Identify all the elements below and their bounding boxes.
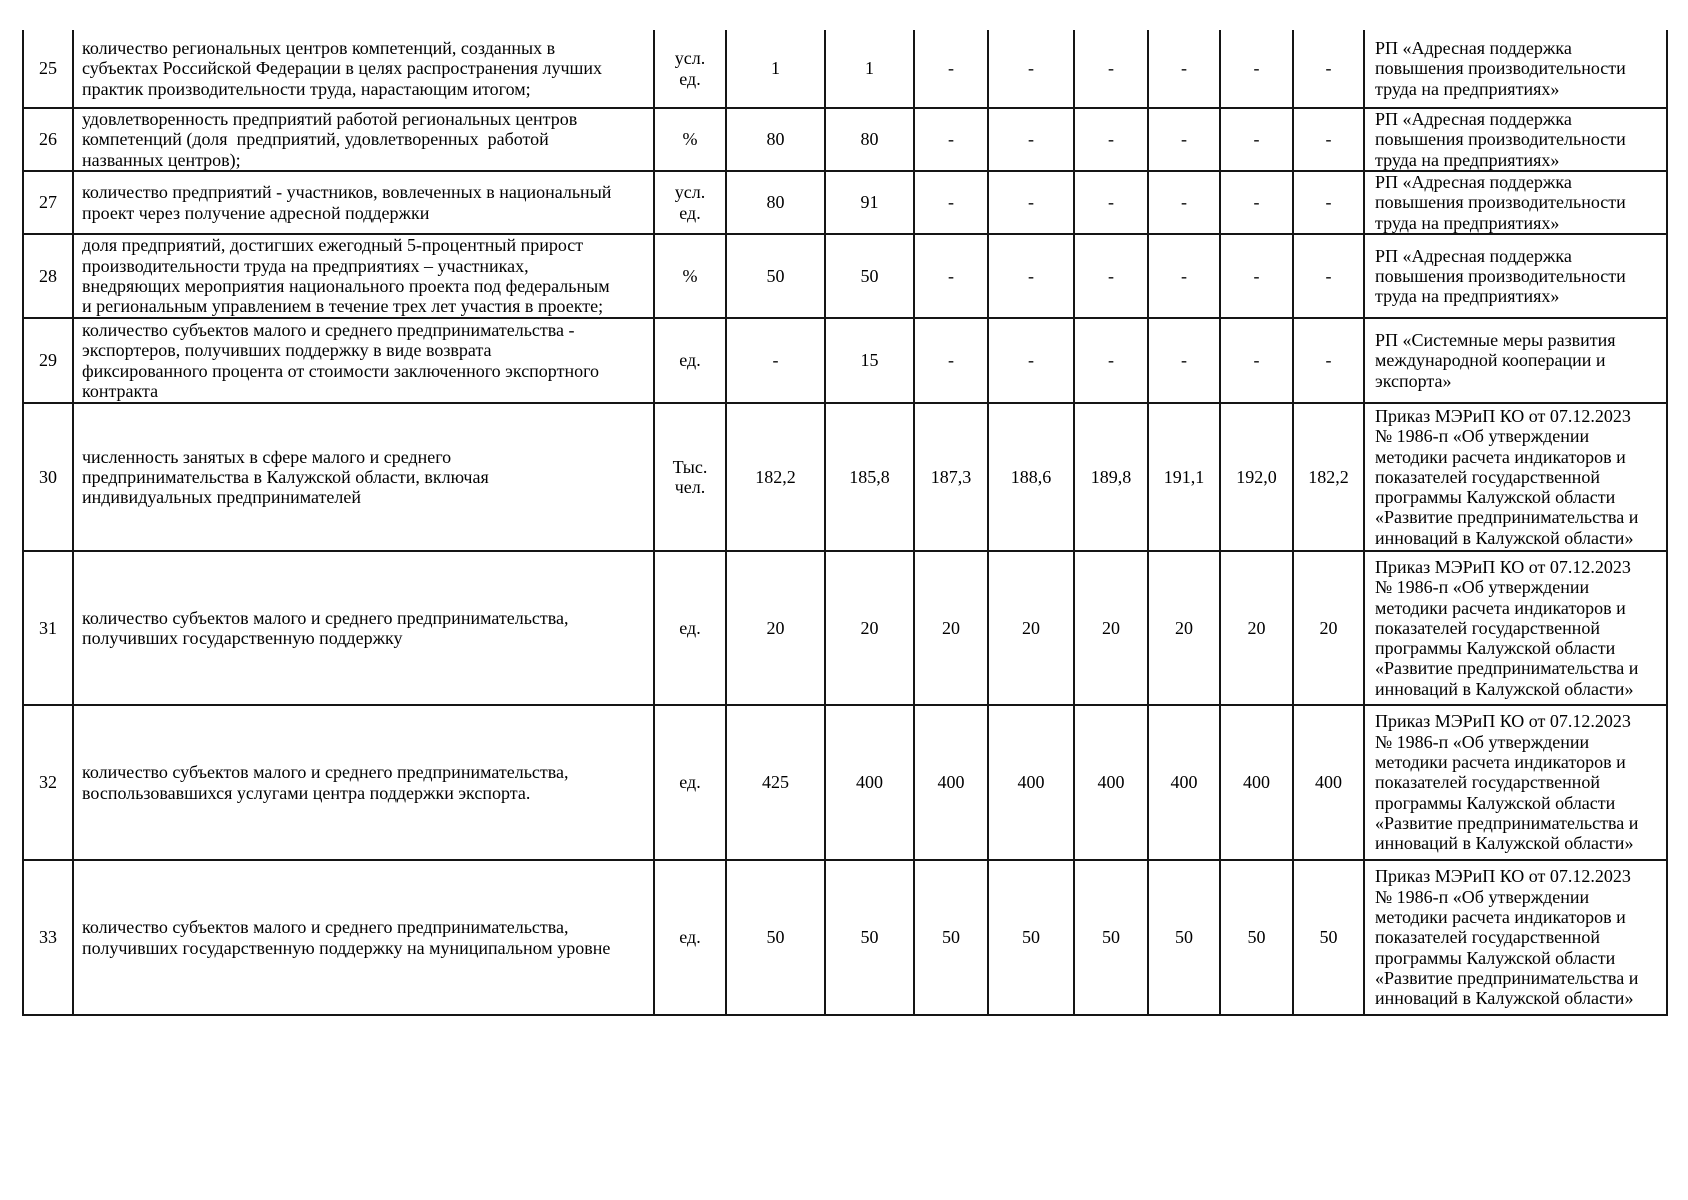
unit-of-measure: ед.: [654, 705, 726, 860]
value-col-2: 1: [825, 30, 914, 108]
value-col-5: 50: [1074, 860, 1148, 1015]
indicator-description: численность занятых в сфере малого и среднего предпринимательства в Калужской области, включая индивидуальных предпринимателей: [73, 403, 654, 551]
value-col-4: -: [988, 108, 1074, 171]
row-number: 25: [23, 30, 73, 108]
value-col-1: 50: [726, 234, 825, 318]
indicator-description: количество субъектов малого и среднего предпринимательства, воспользовавшихся услугами центра поддержки экспорта.: [73, 705, 654, 860]
source-document: РП «Адресная поддержка повышения производительности труда на предприятиях»: [1364, 30, 1667, 108]
value-col-8: 182,2: [1293, 403, 1364, 551]
value-col-6: -: [1148, 318, 1220, 403]
table-row: [23, 108, 1667, 171]
value-col-4: -: [988, 318, 1074, 403]
unit-of-measure: %: [654, 108, 726, 171]
value-col-8: -: [1293, 234, 1364, 318]
value-col-1: 80: [726, 171, 825, 234]
table-row: [23, 318, 1667, 403]
value-col-1: 425: [726, 705, 825, 860]
row-number: 30: [23, 403, 73, 551]
unit-of-measure: ед.: [654, 551, 726, 705]
value-col-7: 50: [1220, 860, 1293, 1015]
value-col-1: 80: [726, 108, 825, 171]
row-number: 33: [23, 860, 73, 1015]
value-col-6: 50: [1148, 860, 1220, 1015]
source-document: РП «Адресная поддержка повышения производительности труда на предприятиях»: [1364, 171, 1667, 234]
table-row: [23, 403, 1667, 551]
indicators-table: [22, 30, 1668, 1016]
unit-of-measure: ед.: [654, 860, 726, 1015]
unit-of-measure: усл. ед.: [654, 171, 726, 234]
unit-of-measure: %: [654, 234, 726, 318]
value-col-5: 189,8: [1074, 403, 1148, 551]
row-number: 29: [23, 318, 73, 403]
table-row: [23, 860, 1667, 1015]
row-number: 26: [23, 108, 73, 171]
value-col-8: -: [1293, 171, 1364, 234]
value-col-8: 400: [1293, 705, 1364, 860]
unit-of-measure: усл. ед.: [654, 30, 726, 108]
value-col-1: -: [726, 318, 825, 403]
value-col-7: -: [1220, 108, 1293, 171]
table-row: [23, 30, 1667, 108]
value-col-8: -: [1293, 30, 1364, 108]
value-col-2: 185,8: [825, 403, 914, 551]
value-col-6: 20: [1148, 551, 1220, 705]
value-col-6: -: [1148, 30, 1220, 108]
value-col-1: 1: [726, 30, 825, 108]
value-col-4: 400: [988, 705, 1074, 860]
value-col-2: 50: [825, 234, 914, 318]
value-col-6: 191,1: [1148, 403, 1220, 551]
value-col-5: 400: [1074, 705, 1148, 860]
table-row: [23, 551, 1667, 705]
value-col-3: -: [914, 318, 988, 403]
unit-of-measure: ед.: [654, 318, 726, 403]
value-col-7: -: [1220, 171, 1293, 234]
source-document: Приказ МЭРиП КО от 07.12.2023 № 1986-п «Об утверждении методики расчета индикаторов и показателей государственной программы Калужской области «Развитие предпринимательства и инноваций в Калужской области»: [1364, 551, 1667, 705]
source-document: Приказ МЭРиП КО от 07.12.2023 № 1986-п «Об утверждении методики расчета индикаторов и показателей государственной программы Калужской области «Развитие предпринимательства и инноваций в Калужской области»: [1364, 860, 1667, 1015]
value-col-1: 50: [726, 860, 825, 1015]
value-col-2: 400: [825, 705, 914, 860]
value-col-8: 50: [1293, 860, 1364, 1015]
indicator-description: доля предприятий, достигших ежегодный 5-процентный прирост производительности труда на предприятиях – участниках, внедряющих мероприятия национального проекта под федеральным и региональным управлением в течение трех лет участия в проекте;: [73, 234, 654, 318]
value-col-7: 192,0: [1220, 403, 1293, 551]
value-col-5: -: [1074, 318, 1148, 403]
value-col-3: -: [914, 108, 988, 171]
value-col-6: 400: [1148, 705, 1220, 860]
value-col-2: 20: [825, 551, 914, 705]
value-col-2: 50: [825, 860, 914, 1015]
value-col-1: 182,2: [726, 403, 825, 551]
value-col-7: -: [1220, 318, 1293, 403]
value-col-5: 20: [1074, 551, 1148, 705]
value-col-3: 20: [914, 551, 988, 705]
row-number: 32: [23, 705, 73, 860]
value-col-7: 400: [1220, 705, 1293, 860]
source-document: Приказ МЭРиП КО от 07.12.2023 № 1986-п «Об утверждении методики расчета индикаторов и показателей государственной программы Калужской области «Развитие предпринимательства и инноваций в Калужской области»: [1364, 705, 1667, 860]
value-col-8: 20: [1293, 551, 1364, 705]
table-row: [23, 171, 1667, 234]
value-col-3: -: [914, 30, 988, 108]
value-col-6: -: [1148, 171, 1220, 234]
value-col-7: -: [1220, 234, 1293, 318]
indicator-description: количество субъектов малого и среднего предпринимательства - экспортеров, получивших поддержку в виде возврата фиксированного процента от стоимости заключенного экспортного контракта: [73, 318, 654, 403]
value-col-3: 50: [914, 860, 988, 1015]
value-col-5: -: [1074, 30, 1148, 108]
value-col-6: -: [1148, 108, 1220, 171]
source-document: РП «Системные меры развития международной кооперации и экспорта»: [1364, 318, 1667, 403]
value-col-4: -: [988, 30, 1074, 108]
value-col-5: -: [1074, 234, 1148, 318]
value-col-3: 187,3: [914, 403, 988, 551]
value-col-3: 400: [914, 705, 988, 860]
value-col-5: -: [1074, 108, 1148, 171]
value-col-7: -: [1220, 30, 1293, 108]
row-number: 31: [23, 551, 73, 705]
value-col-4: 20: [988, 551, 1074, 705]
value-col-4: -: [988, 171, 1074, 234]
value-col-6: -: [1148, 234, 1220, 318]
value-col-4: 50: [988, 860, 1074, 1015]
value-col-4: 188,6: [988, 403, 1074, 551]
indicator-description: количество предприятий - участников, вовлеченных в национальный проект через получение адресной поддержки: [73, 171, 654, 234]
value-col-4: -: [988, 234, 1074, 318]
value-col-1: 20: [726, 551, 825, 705]
indicator-description: количество субъектов малого и среднего предпринимательства, получивших государственную поддержку: [73, 551, 654, 705]
value-col-8: -: [1293, 318, 1364, 403]
indicator-description: количество субъектов малого и среднего предпринимательства, получивших государственную поддержку на муниципальном уровне: [73, 860, 654, 1015]
row-number: 28: [23, 234, 73, 318]
table-row: [23, 234, 1667, 318]
value-col-8: -: [1293, 108, 1364, 171]
value-col-2: 15: [825, 318, 914, 403]
value-col-5: -: [1074, 171, 1148, 234]
row-number: 27: [23, 171, 73, 234]
value-col-2: 80: [825, 108, 914, 171]
source-document: Приказ МЭРиП КО от 07.12.2023 № 1986-п «Об утверждении методики расчета индикаторов и показателей государственной программы Калужской области «Развитие предпринимательства и инноваций в Калужской области»: [1364, 403, 1667, 551]
value-col-3: -: [914, 171, 988, 234]
source-document: РП «Адресная поддержка повышения производительности труда на предприятиях»: [1364, 108, 1667, 171]
value-col-2: 91: [825, 171, 914, 234]
indicator-description: количество региональных центров компетенций, созданных в субъектах Российской Федерации в целях распространения лучших практик производительности труда, нарастающим итогом;: [73, 30, 654, 108]
indicator-description: удовлетворенность предприятий работой региональных центров компетенций (доля предприятий, удовлетворенных работой названных центров);: [73, 108, 654, 171]
table-row: [23, 705, 1667, 860]
source-document: РП «Адресная поддержка повышения производительности труда на предприятиях»: [1364, 234, 1667, 318]
value-col-3: -: [914, 234, 988, 318]
value-col-7: 20: [1220, 551, 1293, 705]
unit-of-measure: Тыс. чел.: [654, 403, 726, 551]
